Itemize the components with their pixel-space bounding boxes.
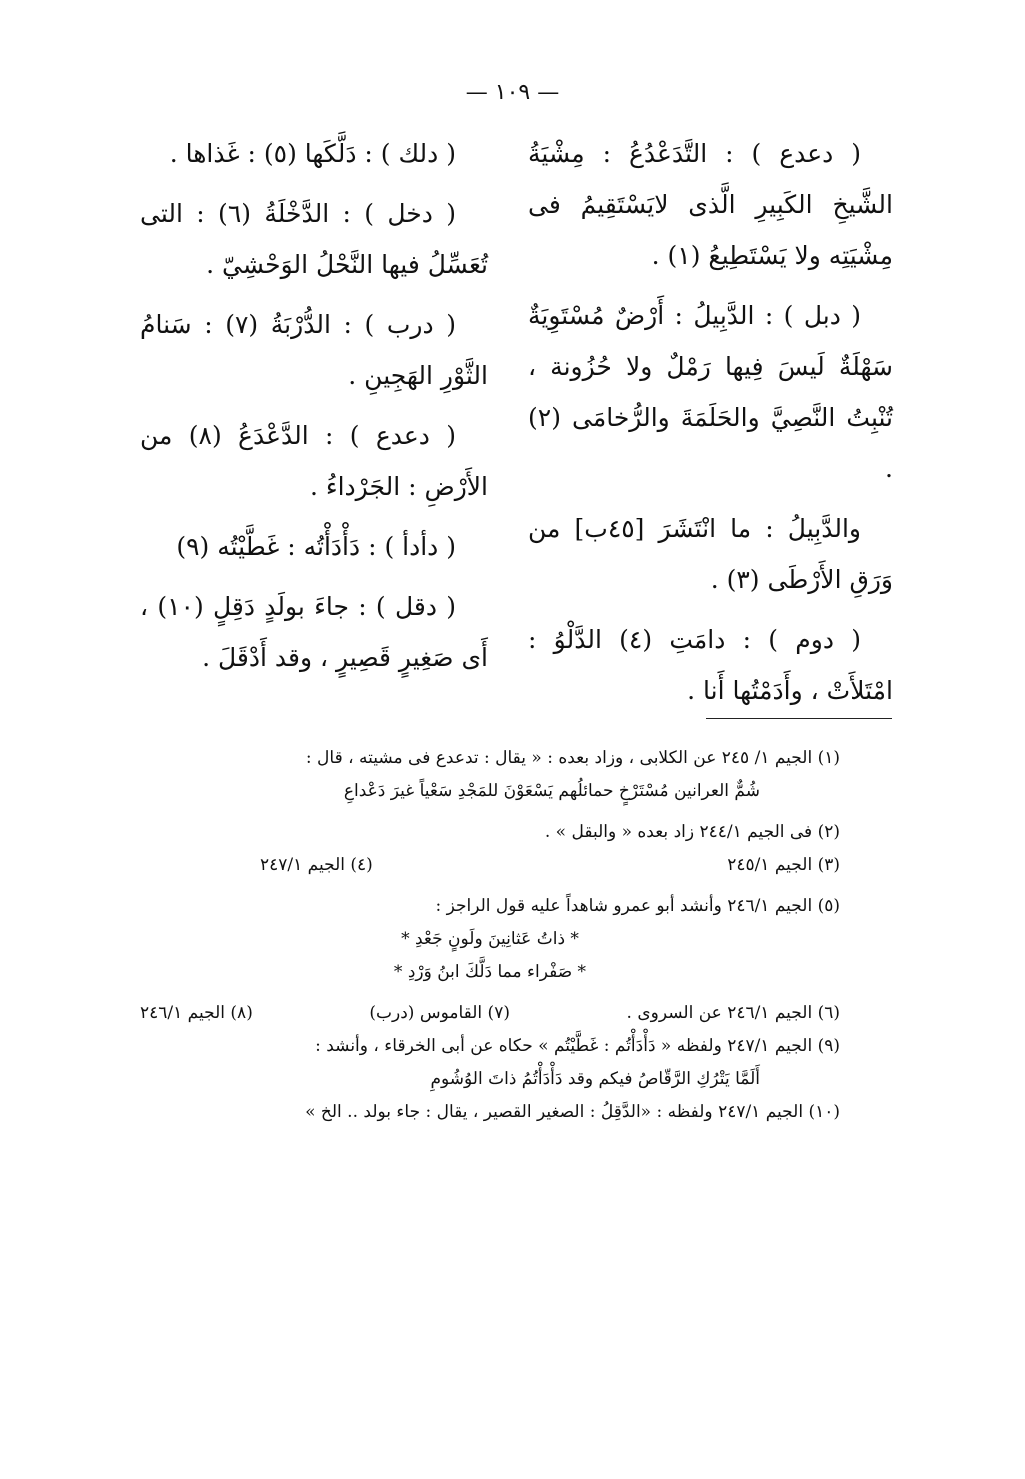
footnote-4: (٤) الجيم ٢٤٧/١ [260,855,373,875]
footnote-8: (٨) الجيم ٢٤٦/١ [140,1003,253,1023]
footnote-2: (٢) فى الجيم ٢٤٤/١ زاد بعده « والبقل » . [544,822,840,842]
entry-dakhl: ( دخل ) : الدَّخْلَةُ (٦) : التى تُعَسِّلُ فيها النَّحْلُ الوَحْشِيّ . [140,199,488,279]
footnote-row-3-4 [140,849,840,882]
entry-darb: ( درب ) : الدُّرْبَةُ (٧) : سَنامُ الثَّوْرِ الهَجِينِ . [140,310,488,390]
entry-dawm: ( دوم ) : دامَتِ (٤) الدَّلْوُ : امْتَلأَتْ ، وأَدَمْتُها أَنا . [528,625,893,705]
footnote-1: (١) الجيم ١/ ٢٤٥ عن الكلابى ، وزاد بعده : « يقال : تدعدع فى مشيته ، قال : [305,748,840,768]
footnote-9: (٩) الجيم ٢٤٧/١ ولفظه « دَأْدَأْتُم : غَطَّيْتُم » حكاه عن أبى الخرقاء ، وأنشد : [315,1036,840,1056]
footnote-10: (١٠) الجيم ٢٤٧/١ ولفظه : «الدَّقِلُ : الصغير القصير ، يقال : جاء بولد .. الخ » [305,1102,840,1122]
page-number: — ١٠٩ — [465,80,560,105]
footnote-5: (٥) الجيم ٢٤٦/١ وأنشد أبو عمرو شاهداً عليه قول الراجز : [435,896,840,916]
footnote-9-verse: أَلَمَّا يَتْرُكِ الرَّقّاصُ فيكم وقد دَأْدَأْتُمُ ذاتَ الوُشُومِ [430,1069,760,1089]
right-column [528,128,893,725]
footnote-5-verse-1: * ذاتُ عَثانِينَ ولَونٍ جَعْدِ * [401,929,579,949]
entry-dabil: ( دبل ) : الدَّبِيلُ : أَرْضٌ مُسْتَوِيَةٌ سَهْلَةٌ لَيسَ فِيها رَمْلٌ ولا حُزُونة ، تُنْبِتُ النَّصِيَّ والحَلَمَةَ والرُّخامَى (٢) . [528,301,893,483]
footnote-6: (٦) الجيم ٢٤٦/١ عن السروى . [626,1003,840,1023]
entry-dalk: ( دلك ) : دَلَّكَها (٥) : غَذاها . [169,139,456,168]
footnote-divider [706,718,892,719]
footnote-5-verse-2: * صَفْراء مما دَلَّكَ ابنُ وَرْدِ * [393,962,587,982]
footnote-3: (٣) الجيم ٢٤٥/١ [727,855,840,875]
entry-dadaa-cover: ( دأدأ ) : دَأْدَأْتُه : غَطَّيْتُه (٩) [176,532,456,561]
footnote-7: (٧) القاموس (درب) [369,1003,510,1023]
left-column [140,128,488,692]
footnote-row-6-8 [140,997,840,1030]
entry-dadaa: ( دعدع ) : الدَّعْدَعُ (٨) من الأَرْضِ : الجَرْداءُ . [140,421,488,501]
entry-daql: ( دقل ) : جاءَ بولَدٍ دَقِلٍ (١٠) ، أَى صَغِيرٍ قَصِيرٍ ، وقد أَدْقَلَ . [140,592,488,672]
entry-tadaduu: ( دعدع ) : التَّدَعْدُعُ : مِشْيَةُ الشَّيخِ الكَبِيرِ الَّذى لايَسْتَقِيمُ فى مِشْيَتِه ولا يَسْتَطِيعُ (١) . [528,139,893,270]
footnotes [140,742,840,1129]
entry-dabil-leaves: والدَّبِيلُ : ما انْتَشَرَ [٤٥ب] من وَرَقِ الأَرْطَى (٣) . [528,514,893,594]
footnote-1-verse: شُمٌّ العرانين مُسْتَرْخٍ حمائلُهم يَسْعَوْنَ للمَجْدِ سَعْياً غيرَ دَعْداعِ [343,781,760,801]
